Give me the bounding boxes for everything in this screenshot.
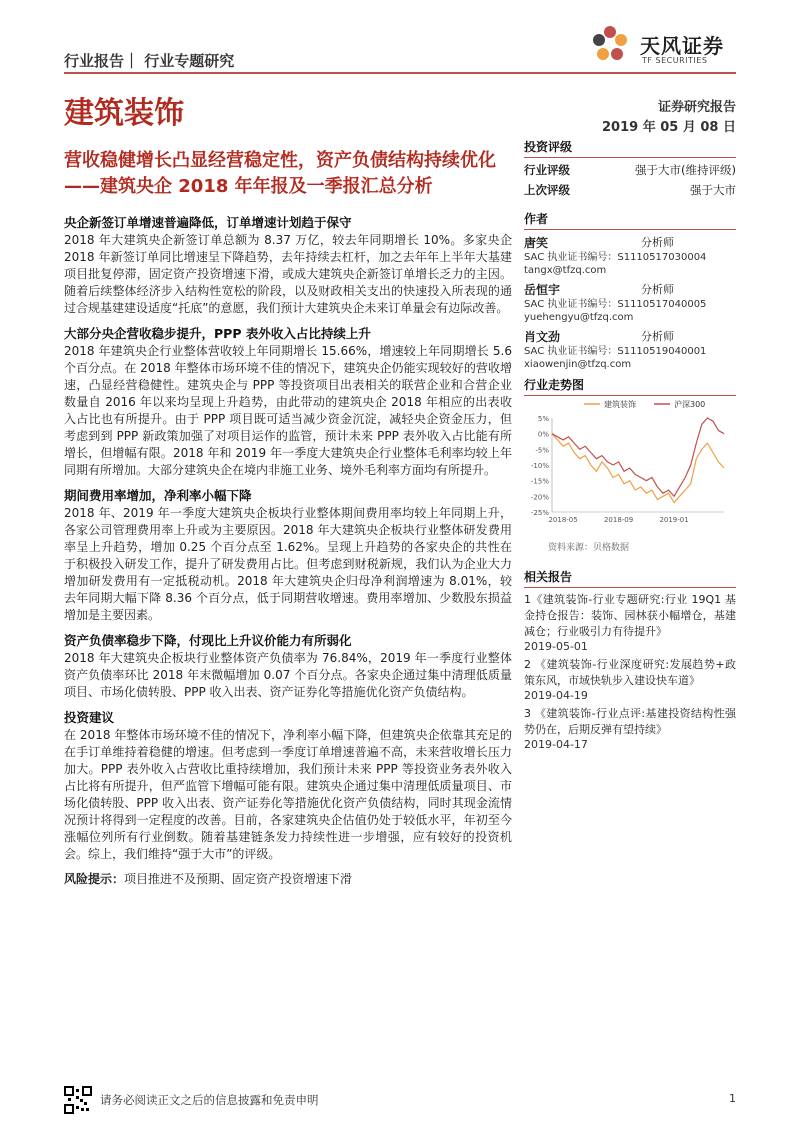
analyst-email[interactable]: yuehengyu@tfzq.com: [524, 312, 634, 323]
risk-label: 风险提示：: [64, 872, 125, 886]
section-body: 2018 年建筑央企行业整体营收较上年同期增长 15.66%，增速较上年同期增长 5.6 个百分点。在 2018 年整体市场环境不佳的情况下，建筑央企仍能实现较好的营收增速，凸显经营稳健性。建筑央企与 PPP 等投资项目出表相关的联营企业和合营企业数量自 2016 年以来均呈现上升趋势，由此带动的建筑央企 2018 年相应的出表收入占比也有所提升。由于 PPP 项目既可适当减少资金沉淀，减轻央企资金压力，但考虑到到 PPP 新政策加强了对项目运作的监管，预计未来 PPP 表外收入占比能有所增长，但增幅有限。2018 年和 2019 年一季度大建筑央企行业整体毛利率均较上年同期有所增加。大部分建筑央企在境内非施工业务、境外毛利率方面均有所提升。: [64, 344, 512, 477]
section-body: 在 2018 年整体市场环境不佳的情况下，净利率小幅下降，但建筑央企依靠其充足的在手订单维持着稳健的增速。但考虑到一季度订单增速普遍不高，未来营收增长压力加大。PPP 表外收入占营收比重持续增加，我们预计未来 PPP 等投资业务表外收入占比将有所提升，但严监管下增幅可能有限。建筑央企通过集中清理低质量项目、市场化债转股、PPP 收入出表、资产证券化等措施优化资产负债结构，同时其现金流情况预计将得到一定程度的改善。目前，各家建筑央企估值仍处于较低水平，年初至今涨幅位列所有行业倒数。随着基建链条发力持续性进一步增强，应有较好的投资机会。综上，我们维持“强于大市”的评级。: [64, 728, 512, 861]
section-body: 2018 年、2019 年一季度大建筑央企板块行业整体期间费用率均较上年同期上升，各家公司管理费用率上升或为主要原因。2018 年大建筑央企板块行业整体研发费用率呈上升趋势，增加 0.25 个百分点至 1.62%。呈现上升趋势的各家央企的共性在于积极投入研发工作，提升了研发费用占比。但考虑到财税新规，我们认为企业大力增加研发费用有一定抵税动机。2018 年大建筑央企归母净利润增速为 8.01%，较去年同期大幅下降 8.36 个百分点，低于同期营收增速。费用率增加、少数股东损益增加是主要因素。: [64, 506, 512, 622]
related-item[interactable]: [524, 657, 736, 702]
chart-panel: [524, 376, 736, 396]
main-content: [64, 208, 512, 888]
analyst-cert: SAC 执业证书编号：S1110519040001: [524, 346, 707, 357]
analyst-entry: [524, 234, 736, 277]
y-tick-label: -15%: [530, 477, 549, 486]
rating-row: [524, 182, 736, 198]
related-title[interactable]: 2 《建筑装饰-行业深度研究:发展趋势+政策东风，市域快轨步入建设快车道》: [524, 658, 736, 687]
analyst-role: 分析师: [641, 236, 674, 249]
rating-value: 强于大市(维持评级): [635, 163, 736, 177]
related-title[interactable]: 1《建筑装饰-行业专题研究:行业 19Q1 基金持仓报告：装饰、园林获小幅增仓，基建减仓；行业吸引力有待提升》: [524, 593, 736, 638]
related-item[interactable]: [524, 592, 736, 653]
report-type: 证券研究报告: [657, 100, 736, 115]
risk-warning: [64, 871, 512, 888]
analyst-cert: SAC 执业证书编号：S1110517030004: [524, 252, 707, 263]
y-tick-label: -25%: [530, 509, 549, 517]
analyst-entry: [524, 281, 736, 324]
related-heading: 相关报告: [524, 568, 736, 588]
page-title: 建筑装饰: [64, 96, 184, 131]
related-date: 2019-04-17: [524, 738, 588, 751]
legend-label: 建筑装饰: [604, 400, 636, 409]
analyst-name: 唐笑: [524, 236, 549, 250]
report-date: 2019 年 05 月 08 日: [602, 120, 736, 135]
report-headline: 营收稳健增长凸显经营稳定性，资产负债结构持续优化——建筑央企 2018 年年报及一季报汇总分析: [64, 150, 496, 197]
related-reports: [524, 568, 736, 751]
rating-row: [524, 162, 736, 178]
analyst-name: 岳恒宇: [524, 283, 561, 297]
rating-label: 上次评级: [524, 183, 570, 197]
analyst-role: 分析师: [641, 330, 674, 343]
analyst-role: 分析师: [641, 283, 674, 296]
section-heading: 资产负债率稳步下降，付现比上升议价能力有所弱化: [64, 633, 352, 648]
breadcrumb: 行业报告｜ 行业专题研究: [64, 52, 235, 70]
section-expenses: [64, 487, 512, 624]
qr-code-icon: [64, 1086, 92, 1114]
related-item[interactable]: [524, 706, 736, 751]
rating-value: 强于大市: [690, 183, 736, 197]
series-line: [552, 434, 724, 503]
section-body: 2018 年大建筑央企新签订单总额为 8.37 万亿，较去年同期增长 10%。多家央企 2018 年新签订单同比增速呈下降趋势，去年持续去杠杆，加之去年年上半年大基建项目批复停滞，固定资产投资增速下滑，或成大建筑央企新签订单增长乏力的主因。随着后续整体经济步入结构性宽松的阶段，以及财政相关支出的快速投入所表现的通过合规基建建设适度“托底”的意愿，我们预计大建筑央企未来订单量会有边际改善。: [64, 233, 512, 315]
page-number: 1: [729, 1092, 736, 1105]
risk-text: 项目推进不及预期、固定资产投资增速下滑: [124, 872, 353, 886]
y-tick-label: -5%: [535, 446, 549, 455]
section-heading: 期间费用率增加，净利率小幅下降: [64, 488, 252, 503]
x-tick-label: 2018-05: [548, 516, 578, 524]
authors-heading: 作者: [524, 210, 736, 230]
analyst-name: 肖文劲: [524, 330, 561, 344]
y-tick-label: -10%: [530, 462, 549, 470]
section-revenue: [64, 325, 512, 479]
x-tick-label: 2018-09: [603, 516, 634, 524]
section-investment: [64, 709, 512, 863]
authors-panel: [524, 210, 736, 371]
logo-name: 天风证券: [640, 34, 724, 58]
chart-heading: 行业走势图: [524, 376, 736, 396]
trend-chart: [524, 396, 736, 536]
chart-source: 资料来源：贝格数据: [548, 543, 630, 553]
analyst-entry: [524, 328, 736, 371]
analyst-cert: SAC 执业证书编号：S1110517040005: [524, 299, 707, 310]
legend-label: 沪深300: [674, 400, 706, 409]
rating-label: 行业评级: [524, 163, 570, 177]
logo-subtitle: TF SECURITIES: [642, 56, 708, 65]
y-tick-label: 5%: [537, 415, 549, 423]
analyst-email[interactable]: xiaowenjin@tfzq.com: [524, 359, 632, 370]
analyst-email[interactable]: tangx@tfzq.com: [524, 265, 607, 276]
rating-panel: [524, 138, 736, 198]
section-heading: 投资建议: [64, 710, 115, 725]
section-heading: 央企新签订单增速普遍降低，订单增速计划趋于保守: [64, 215, 352, 230]
rating-heading: 投资评级: [524, 138, 736, 158]
x-tick-label: 2019-01: [659, 516, 689, 524]
y-tick-label: -20%: [530, 493, 549, 502]
section-orders: [64, 214, 512, 317]
section-debt: [64, 632, 512, 701]
related-date: 2019-05-01: [524, 640, 588, 653]
section-heading: 大部分央企营收稳步提升，PPP 表外收入占比持续上升: [64, 326, 371, 341]
related-title[interactable]: 3 《建筑装饰-行业点评:基建投资结构性强势仍在，后期反弹有望持续》: [524, 707, 736, 736]
y-tick-label: 0%: [537, 430, 549, 439]
section-body: 2018 年大建筑央企板块行业整体资产负债率为 76.84%，2019 年一季度行业整体资产负债率环比 2018 年末微幅增加 0.07 个百分点。各家央企通过集中清理低质量项目、市场化债转股、PPP 收入出表、资产证券化等措施优化资产负债结构。: [64, 651, 512, 699]
related-date: 2019-04-19: [524, 689, 588, 702]
disclaimer-notice: 请务必阅读正文之后的信息披露和免责申明: [100, 1093, 319, 1107]
